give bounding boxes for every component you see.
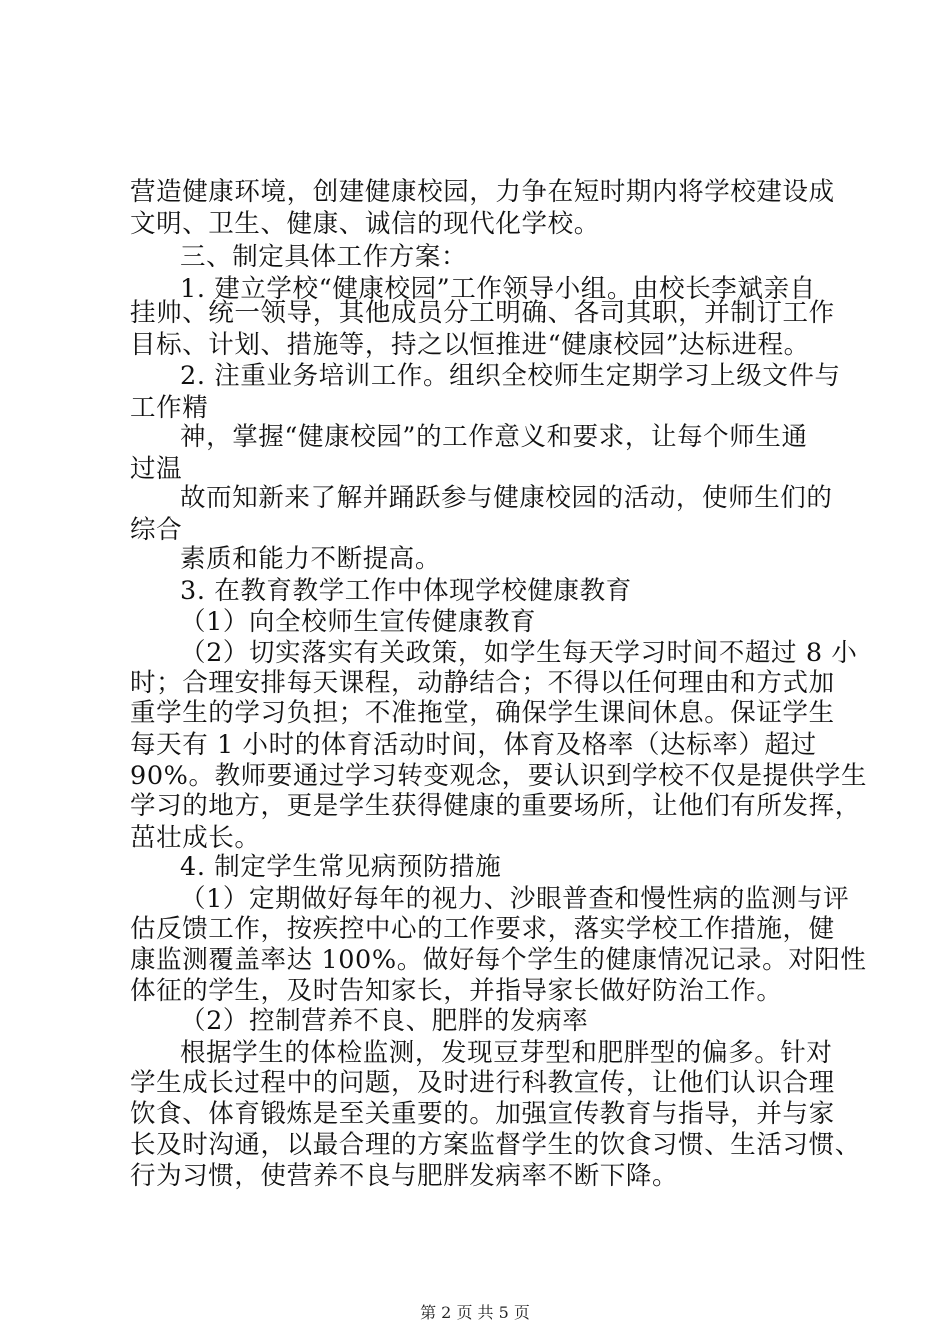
paragraph-line: 每天有 1 小时的体育活动时间，体育及格率（达标率）超过 xyxy=(130,730,817,760)
paragraph-line: 素质和能力不断提高。 xyxy=(180,544,442,574)
paragraph-line: 康监测覆盖率达 100%。做好每个学生的健康情况记录。对阳性 xyxy=(130,945,867,975)
paragraph-line: 茁壮成长。 xyxy=(130,823,261,853)
paragraph-line: （2）切实落实有关政策，如学生每天学习时间不超过 8 小 xyxy=(180,638,858,668)
paragraph-line: 行为习惯，使营养不良与肥胖发病率不断下降。 xyxy=(130,1161,679,1191)
paragraph-line: 过温 xyxy=(130,454,183,484)
paragraph-line: 估反馈工作，按疾控中心的工作要求，落实学校工作措施，健 xyxy=(130,914,835,944)
paragraph-line: 时；合理安排每天课程，动静结合；不得以任何理由和方式加 xyxy=(130,668,835,698)
paragraph-line: 4. 制定学生常见病预防措施 xyxy=(180,852,502,882)
paragraph-line: 重学生的学习负担；不准拖堂，确保学生课间休息。保证学生 xyxy=(130,698,835,728)
page-footer: 第 2 页 共 5 页 xyxy=(420,1303,530,1322)
paragraph-line: （2）控制营养不良、肥胖的发病率 xyxy=(180,1006,589,1036)
paragraph-line: 3. 在教育教学工作中体现学校健康教育 xyxy=(180,576,632,606)
paragraph-line: 2. 注重业务培训工作。组织全校师生定期学习上级文件与 xyxy=(180,361,841,391)
paragraph-line: 目标、计划、措施等，持之以恒推进“健康校园”达标进程。 xyxy=(130,330,810,360)
paragraph-line: 根据学生的体检监测，发现豆芽型和肥胖型的偏多。针对 xyxy=(180,1038,833,1068)
paragraph-line: 文明、卫生、健康、诚信的现代化学校。 xyxy=(130,209,600,239)
paragraph-line: 工作精 xyxy=(130,393,209,423)
paragraph-line: （1）定期做好每年的视力、沙眼普查和慢性病的监测与评 xyxy=(180,884,850,914)
paragraph-line: 长及时沟通，以最合理的方案监督学生的饮食习惯、生活习惯、 xyxy=(130,1130,861,1160)
paragraph-line: 体征的学生，及时告知家长，并指导家长做好防治工作。 xyxy=(130,976,783,1006)
paragraph-line: 综合 xyxy=(130,515,183,545)
paragraph-line: 故而知新来了解并踊跃参与健康校园的活动，使师生们的 xyxy=(180,483,833,513)
paragraph-line: （1）向全校师生宣传健康教育 xyxy=(180,607,537,637)
paragraph-line: 学生成长过程中的问题，及时进行科教宣传，让他们认识合理 xyxy=(130,1068,835,1098)
paragraph-line: 90%。教师要通过学习转变观念，要认识到学校不仅是提供学生 xyxy=(130,761,868,791)
paragraph-line: 神，掌握“健康校园”的工作意义和要求，让每个师生通 xyxy=(180,422,808,452)
paragraph-line: 1. 建立学校“健康校园”工作领导小组。由校长李斌亲自 xyxy=(180,274,816,304)
paragraph-line: 营造健康环境，创建健康校园，力争在短时期内将学校建设成 xyxy=(130,177,835,207)
section-heading: 三、制定具体工作方案： xyxy=(180,242,468,272)
paragraph-line: 挂帅、统一领导，其他成员分工明确、各司其职，并制订工作 xyxy=(130,298,835,328)
paragraph-line: 饮食、体育锻炼是至关重要的。加强宣传教育与指导，并与家 xyxy=(130,1099,835,1129)
paragraph-line: 学习的地方，更是学生获得健康的重要场所，让他们有所发挥， xyxy=(130,791,861,821)
